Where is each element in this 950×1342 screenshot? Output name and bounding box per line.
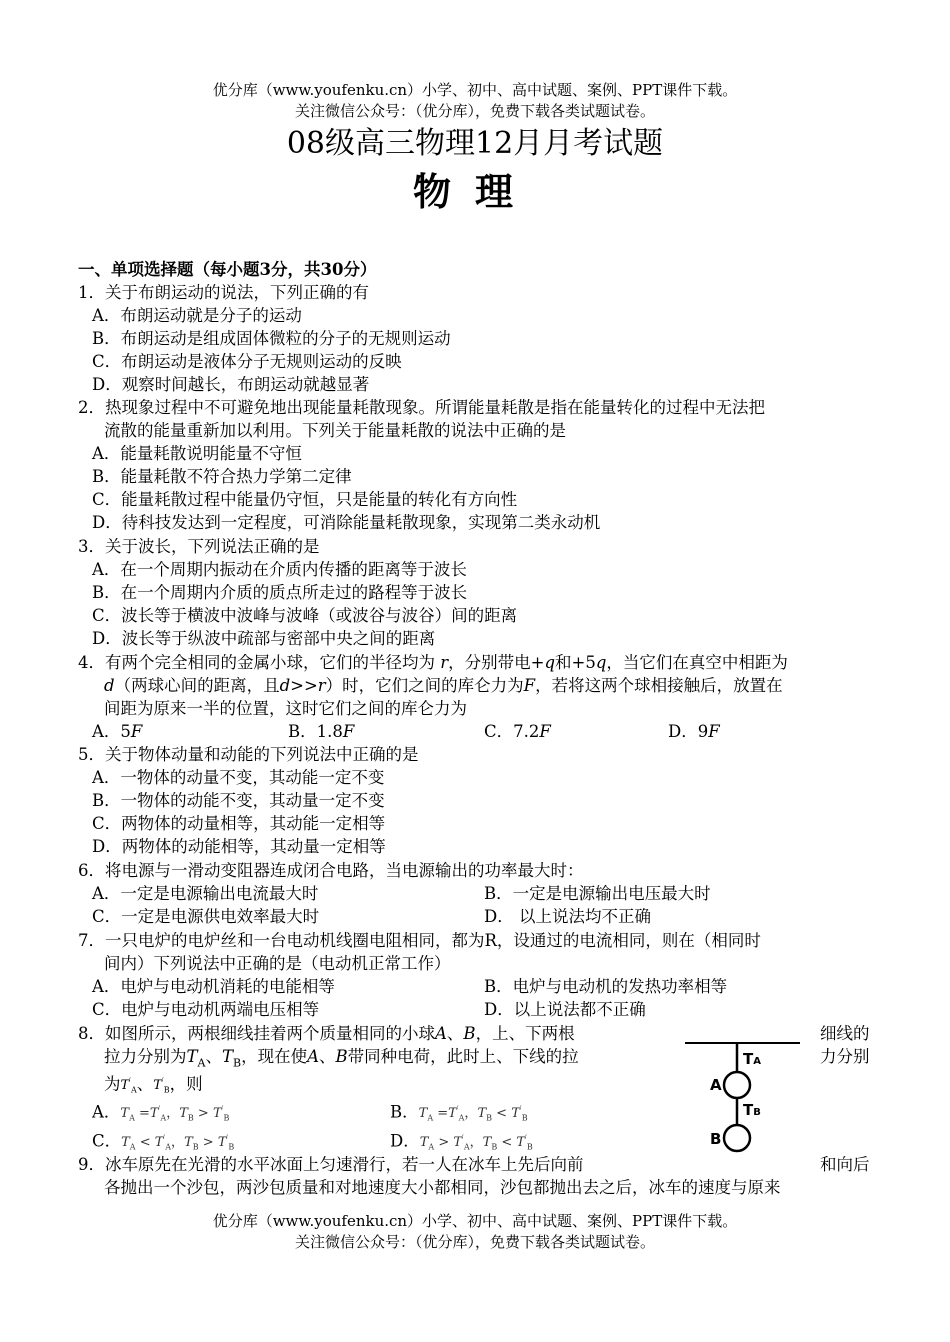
- question-4-stem-line-1: 4．有两个完全相同的金属小球，它们的半径均为 r，分别带电+q和+5q，当它们在真空中相距为: [78, 653, 788, 672]
- question-9-stem-line-2: 各抛出一个沙包，两沙包质量和对地速度大小都相同，沙包都抛出去之后，冰车的速度与原来: [104, 1178, 781, 1197]
- question-2-stem-line-2: 流散的能量重新加以利用。下列关于能量耗散的说法中正确的是: [104, 421, 566, 440]
- header-line-2: 关注微信公众号：（优分库），免费下载各类试题试卷。: [294, 102, 655, 120]
- question-8-option-b: B．$T_A =T'_A$，$T_B < T'_B$: [390, 1102, 528, 1123]
- question-3-option-b: B．在一个周期内介质的质点所走过的路程等于波长: [92, 583, 468, 602]
- question-5-option-b: B．一物体的动能不变，其动量一定不变: [92, 791, 385, 810]
- question-1-stem: 1．关于布朗运动的说法，下列正确的有: [78, 283, 369, 302]
- question-6-option-b: B．一定是电源输出电压最大时: [484, 884, 711, 903]
- ball-a: [724, 1072, 750, 1098]
- question-8-stem-line-2-end: 力分别: [820, 1047, 870, 1066]
- question-8-option-d: D．$T_A > T'_A$，$T_B < T'_B$: [390, 1131, 533, 1152]
- question-9-stem-line-1: 9．冰车原先在光滑的水平冰面上匀速滑行，若一人在冰车上先后向前: [78, 1155, 584, 1174]
- question-6-stem: 6．将电源与一滑动变阻器连成闭合电路，当电源输出的功率最大时：: [78, 861, 584, 880]
- question-1-option-a: A．布朗运动就是分子的运动: [92, 306, 302, 325]
- question-4-stem-line-2: d（两球心间的距离，且d>>r）时，它们之间的库仑力为F，若将这两个球相接触后，放置在: [104, 676, 783, 695]
- question-4-option-d: D．9F: [668, 722, 720, 741]
- question-2-option-b: B．能量耗散不符合热力学第二定律: [92, 467, 352, 486]
- question-1-option-c: C．布朗运动是液体分子无规则运动的反映: [92, 352, 402, 371]
- footer-line-2: 关注微信公众号：（优分库），免费下载各类试题试卷。: [294, 1233, 655, 1251]
- question-6-option-a: A．一定是电源输出电流最大时: [92, 884, 319, 903]
- question-7-option-d: D．以上说法都不正确: [484, 1000, 646, 1019]
- question-9-stem-line-1-end: 和向后: [820, 1155, 870, 1174]
- question-5-option-a: A．一物体的动量不变，其动能一定不变: [92, 768, 385, 787]
- question-3-option-d: D．波长等于纵波中疏部与密部中央之间的距离: [92, 629, 436, 648]
- question-8-stem-line-3: 为$T'_A$、$T'_B$，则: [104, 1074, 203, 1095]
- question-3-stem: 3．关于波长，下列说法正确的是: [78, 537, 320, 556]
- question-2-stem-line-1: 2．热现象过程中不可避免地出现能量耗散现象。所谓能量耗散是指在能量转化的过程中无法把: [78, 398, 765, 417]
- question-3-option-a: A．在一个周期内振动在介质内传播的距离等于波长: [92, 560, 467, 579]
- footer-line-1: 优分库（www.youfenku.cn）小学、初中、高中试题、案例、PPT课件下载。: [212, 1212, 738, 1230]
- question-6-option-c: C．一定是电源供电效率最大时: [92, 907, 320, 926]
- question-4-option-b: B．1.8F: [288, 722, 355, 741]
- question-5-stem: 5．关于物体动量和动能的下列说法中正确的是: [78, 745, 419, 764]
- section-heading: 一、单项选择题（每小题3分，共30分）: [78, 260, 377, 279]
- question-7-stem-line-1: 7．一只电炉的电炉丝和一台电动机线圈电阻相同，都为R，设通过的电流相同，则在（相同时: [78, 931, 761, 950]
- question-3-option-c: C．波长等于横波中波峰与波峰（或波谷与波谷）间的距离: [92, 606, 518, 625]
- question-5-option-d: D．两物体的动能相等，其动量一定相等: [92, 837, 386, 856]
- label-a: A: [710, 1076, 722, 1094]
- question-4-stem-line-3: 间距为原来一半的位置，这时它们之间的库仑力为: [104, 699, 467, 718]
- question-7-option-a: A．电炉与电动机消耗的电能相等: [92, 977, 335, 996]
- question-2-option-c: C．能量耗散过程中能量仍守恒，只是能量的转化有方向性: [92, 490, 518, 509]
- question-8-option-a: A．$T_A =T'_A$，$T_B > T'_B$: [92, 1102, 230, 1123]
- question-2-option-d: D．待科技发达到一定程度，可消除能量耗散现象，实现第二类永动机: [92, 513, 601, 532]
- question-7-stem-line-2: 间内）下列说法中正确的是（电动机正常工作）: [104, 954, 451, 973]
- question-7-option-b: B．电炉与电动机的发热功率相等: [484, 977, 728, 996]
- question-4-option-c: C．7.2F: [484, 722, 551, 741]
- question-8-stem-line-2: 拉力分别为$T_A$、$T_B$，现在使A、B带同种电荷，此时上、下线的拉: [104, 1047, 579, 1070]
- label-b: B: [710, 1130, 722, 1148]
- question-1-option-d: D．观察时间越长，布朗运动就越显著: [92, 375, 370, 394]
- question-4-option-a: A．5F: [92, 722, 143, 741]
- header-line-1: 优分库（www.youfenku.cn）小学、初中、高中试题、案例、PPT课件下载。: [212, 81, 738, 99]
- question-8-stem-line-1-end: 细线的: [820, 1024, 870, 1043]
- hanging-balls-figure: [680, 1030, 810, 1160]
- label-ta: TA: [743, 1050, 761, 1068]
- question-1-option-b: B．布朗运动是组成固体微粒的分子的无规则运动: [92, 329, 451, 348]
- exam-subtitle: 物理: [412, 169, 537, 214]
- question-5-option-c: C．两物体的动量相等，其动能一定相等: [92, 814, 386, 833]
- question-8-stem-line-1: 8．如图所示，两根细线挂着两个质量相同的小球A、B，上、下两根: [78, 1024, 575, 1043]
- question-6-option-d: D． 以上说法均不正确: [484, 907, 651, 926]
- question-2-option-a: A．能量耗散说明能量不守恒: [92, 444, 302, 463]
- ball-b: [724, 1125, 750, 1151]
- question-8-option-c: C．$T_A < T'_A$，$T_B > T'_B$: [92, 1131, 235, 1152]
- exam-title: 08级高三物理12月月考试题: [286, 126, 664, 161]
- question-7-option-c: C．电炉与电动机两端电压相等: [92, 1000, 320, 1019]
- label-tb: TB: [743, 1101, 761, 1119]
